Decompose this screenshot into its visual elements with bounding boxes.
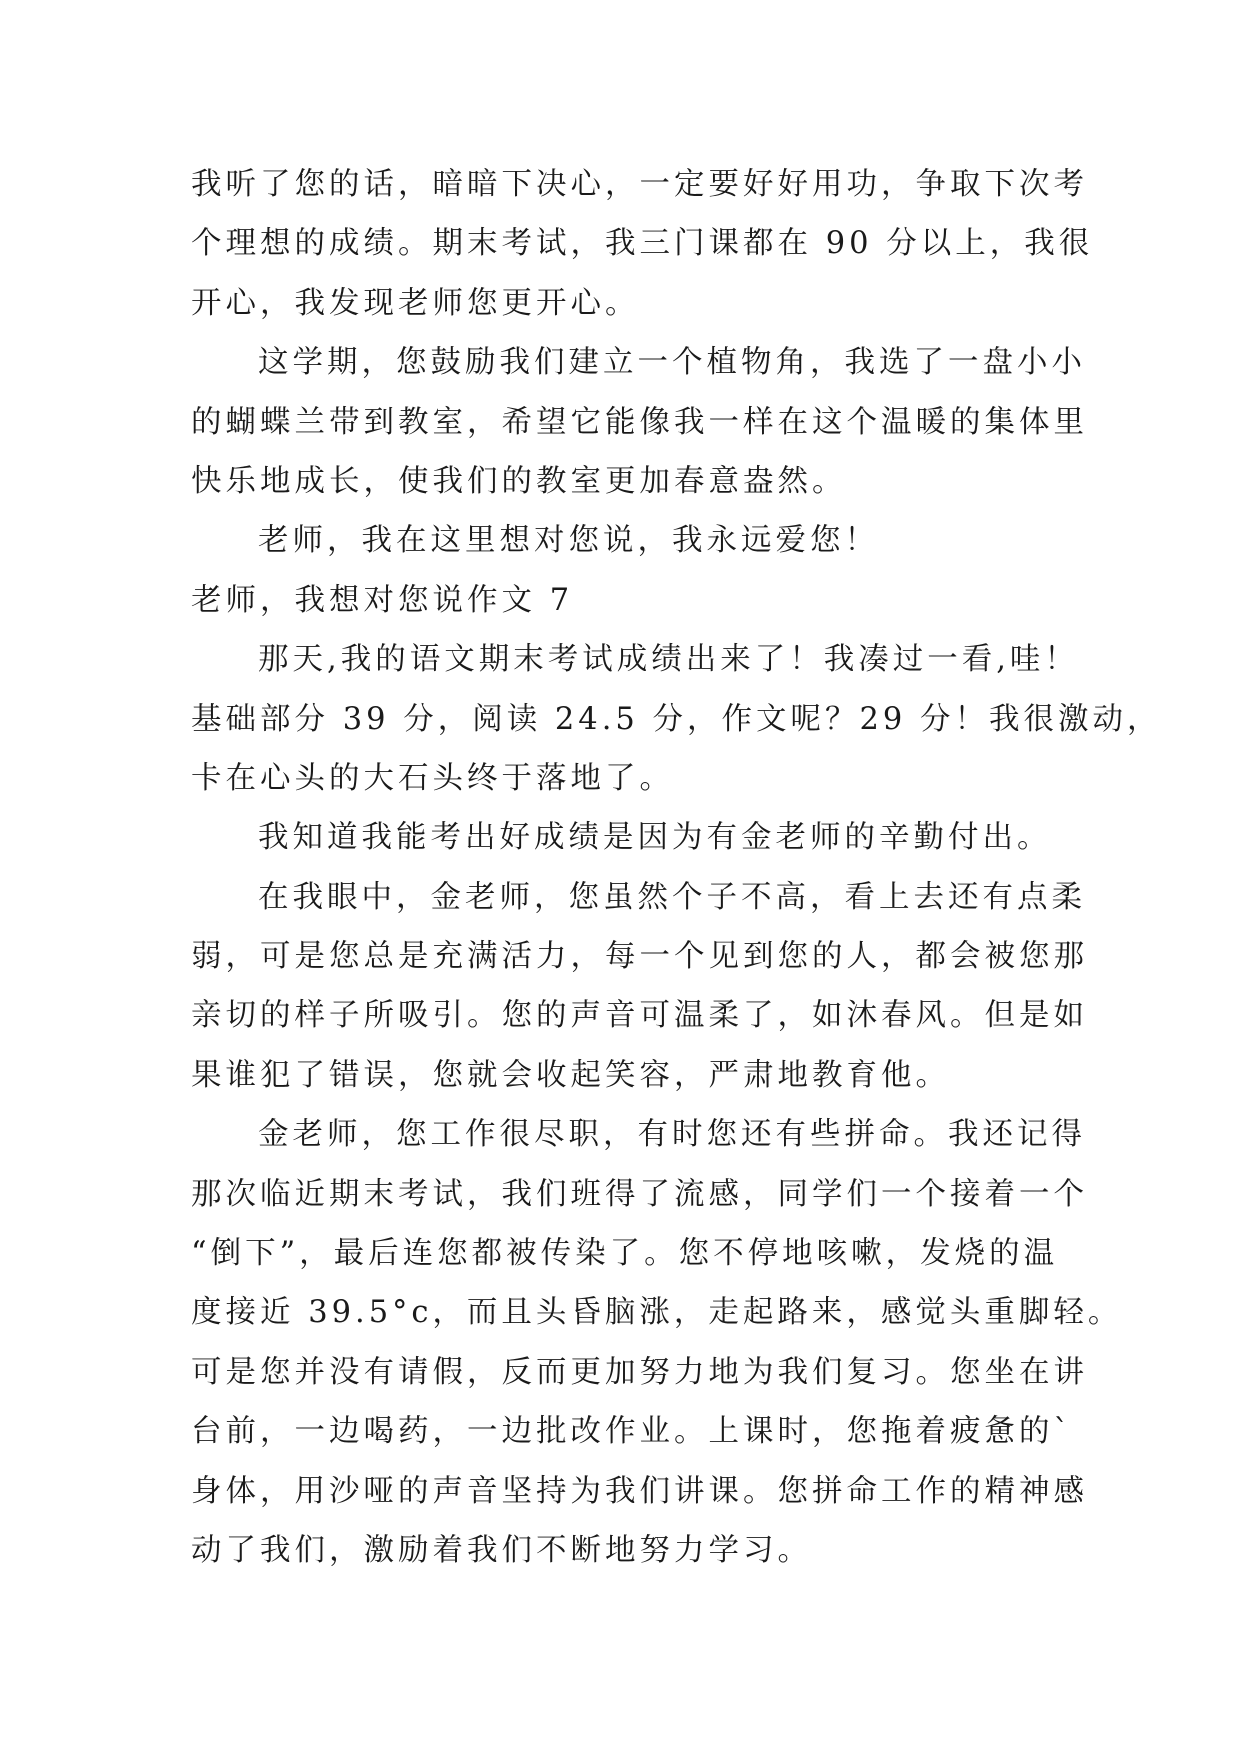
text-line: 那天,我的语文期末考试成绩出来了！我凑过一看,哇！ xyxy=(258,642,1079,678)
text-line: 台前，一边喝药，一边批改作业。上课时，您拖着疲惫的` xyxy=(191,1414,1073,1450)
text-line: 开心，我发现老师您更开心。 xyxy=(191,285,640,321)
text-line: 个理想的成绩。期末考试，我三门课都在 90 分以上，我很 xyxy=(191,226,1094,262)
text-line: 亲切的样子所吸引。您的声音可温柔了，如沐春风。但是如 xyxy=(191,998,1088,1034)
text-line: 老师，我想对您说作文 7 xyxy=(191,582,574,618)
text-line: 在我眼中，金老师，您虽然个子不高，看上去还有点柔 xyxy=(258,879,1086,915)
text-line: 卡在心头的大石头终于落地了。 xyxy=(191,760,674,796)
text-line: “倒下”，最后连您都被传染了。您不停地咳嗽，发烧的温 xyxy=(191,1236,1059,1272)
text-line: 这学期，您鼓励我们建立一个植物角，我选了一盘小小 xyxy=(258,345,1086,381)
text-line: 弱，可是您总是充满活力，每一个见到您的人，都会被您那 xyxy=(191,939,1088,975)
text-line: 老师，我在这里想对您说，我永远爱您！ xyxy=(258,523,879,559)
text-line: 果谁犯了错误，您就会收起笑容，严肃地教育他。 xyxy=(191,1057,950,1093)
document-body xyxy=(191,155,1162,1580)
text-line: 动了我们，激励着我们不断地努力学习。 xyxy=(191,1532,812,1568)
text-line: 可是您并没有请假，反而更加努力地为我们复习。您坐在讲 xyxy=(191,1354,1088,1390)
text-line: 基础部分 39 分，阅读 24.5 分，作文呢？29 分！我很激动， xyxy=(191,701,1162,737)
text-line: 度接近 39.5°c，而且头昏脑涨，走起路来，感觉头重脚轻。 xyxy=(191,1295,1123,1331)
text-line: 的蝴蝶兰带到教室，希望它能像我一样在这个温暖的集体里 xyxy=(191,404,1088,440)
text-line: 金老师，您工作很尽职，有时您还有些拼命。我还记得 xyxy=(258,1117,1086,1153)
text-line: 那次临近期末考试，我们班得了流感，同学们一个接着一个 xyxy=(191,1176,1088,1212)
text-line: 我知道我能考出好成绩是因为有金老师的辛勤付出。 xyxy=(258,820,1052,856)
text-line: 我听了您的话，暗暗下决心，一定要好好用功，争取下次考 xyxy=(191,167,1088,202)
text-line: 身体，用沙哑的声音坚持为我们讲课。您拼命工作的精神感 xyxy=(191,1473,1088,1509)
text-line: 快乐地成长，使我们的教室更加春意盎然。 xyxy=(191,463,847,499)
